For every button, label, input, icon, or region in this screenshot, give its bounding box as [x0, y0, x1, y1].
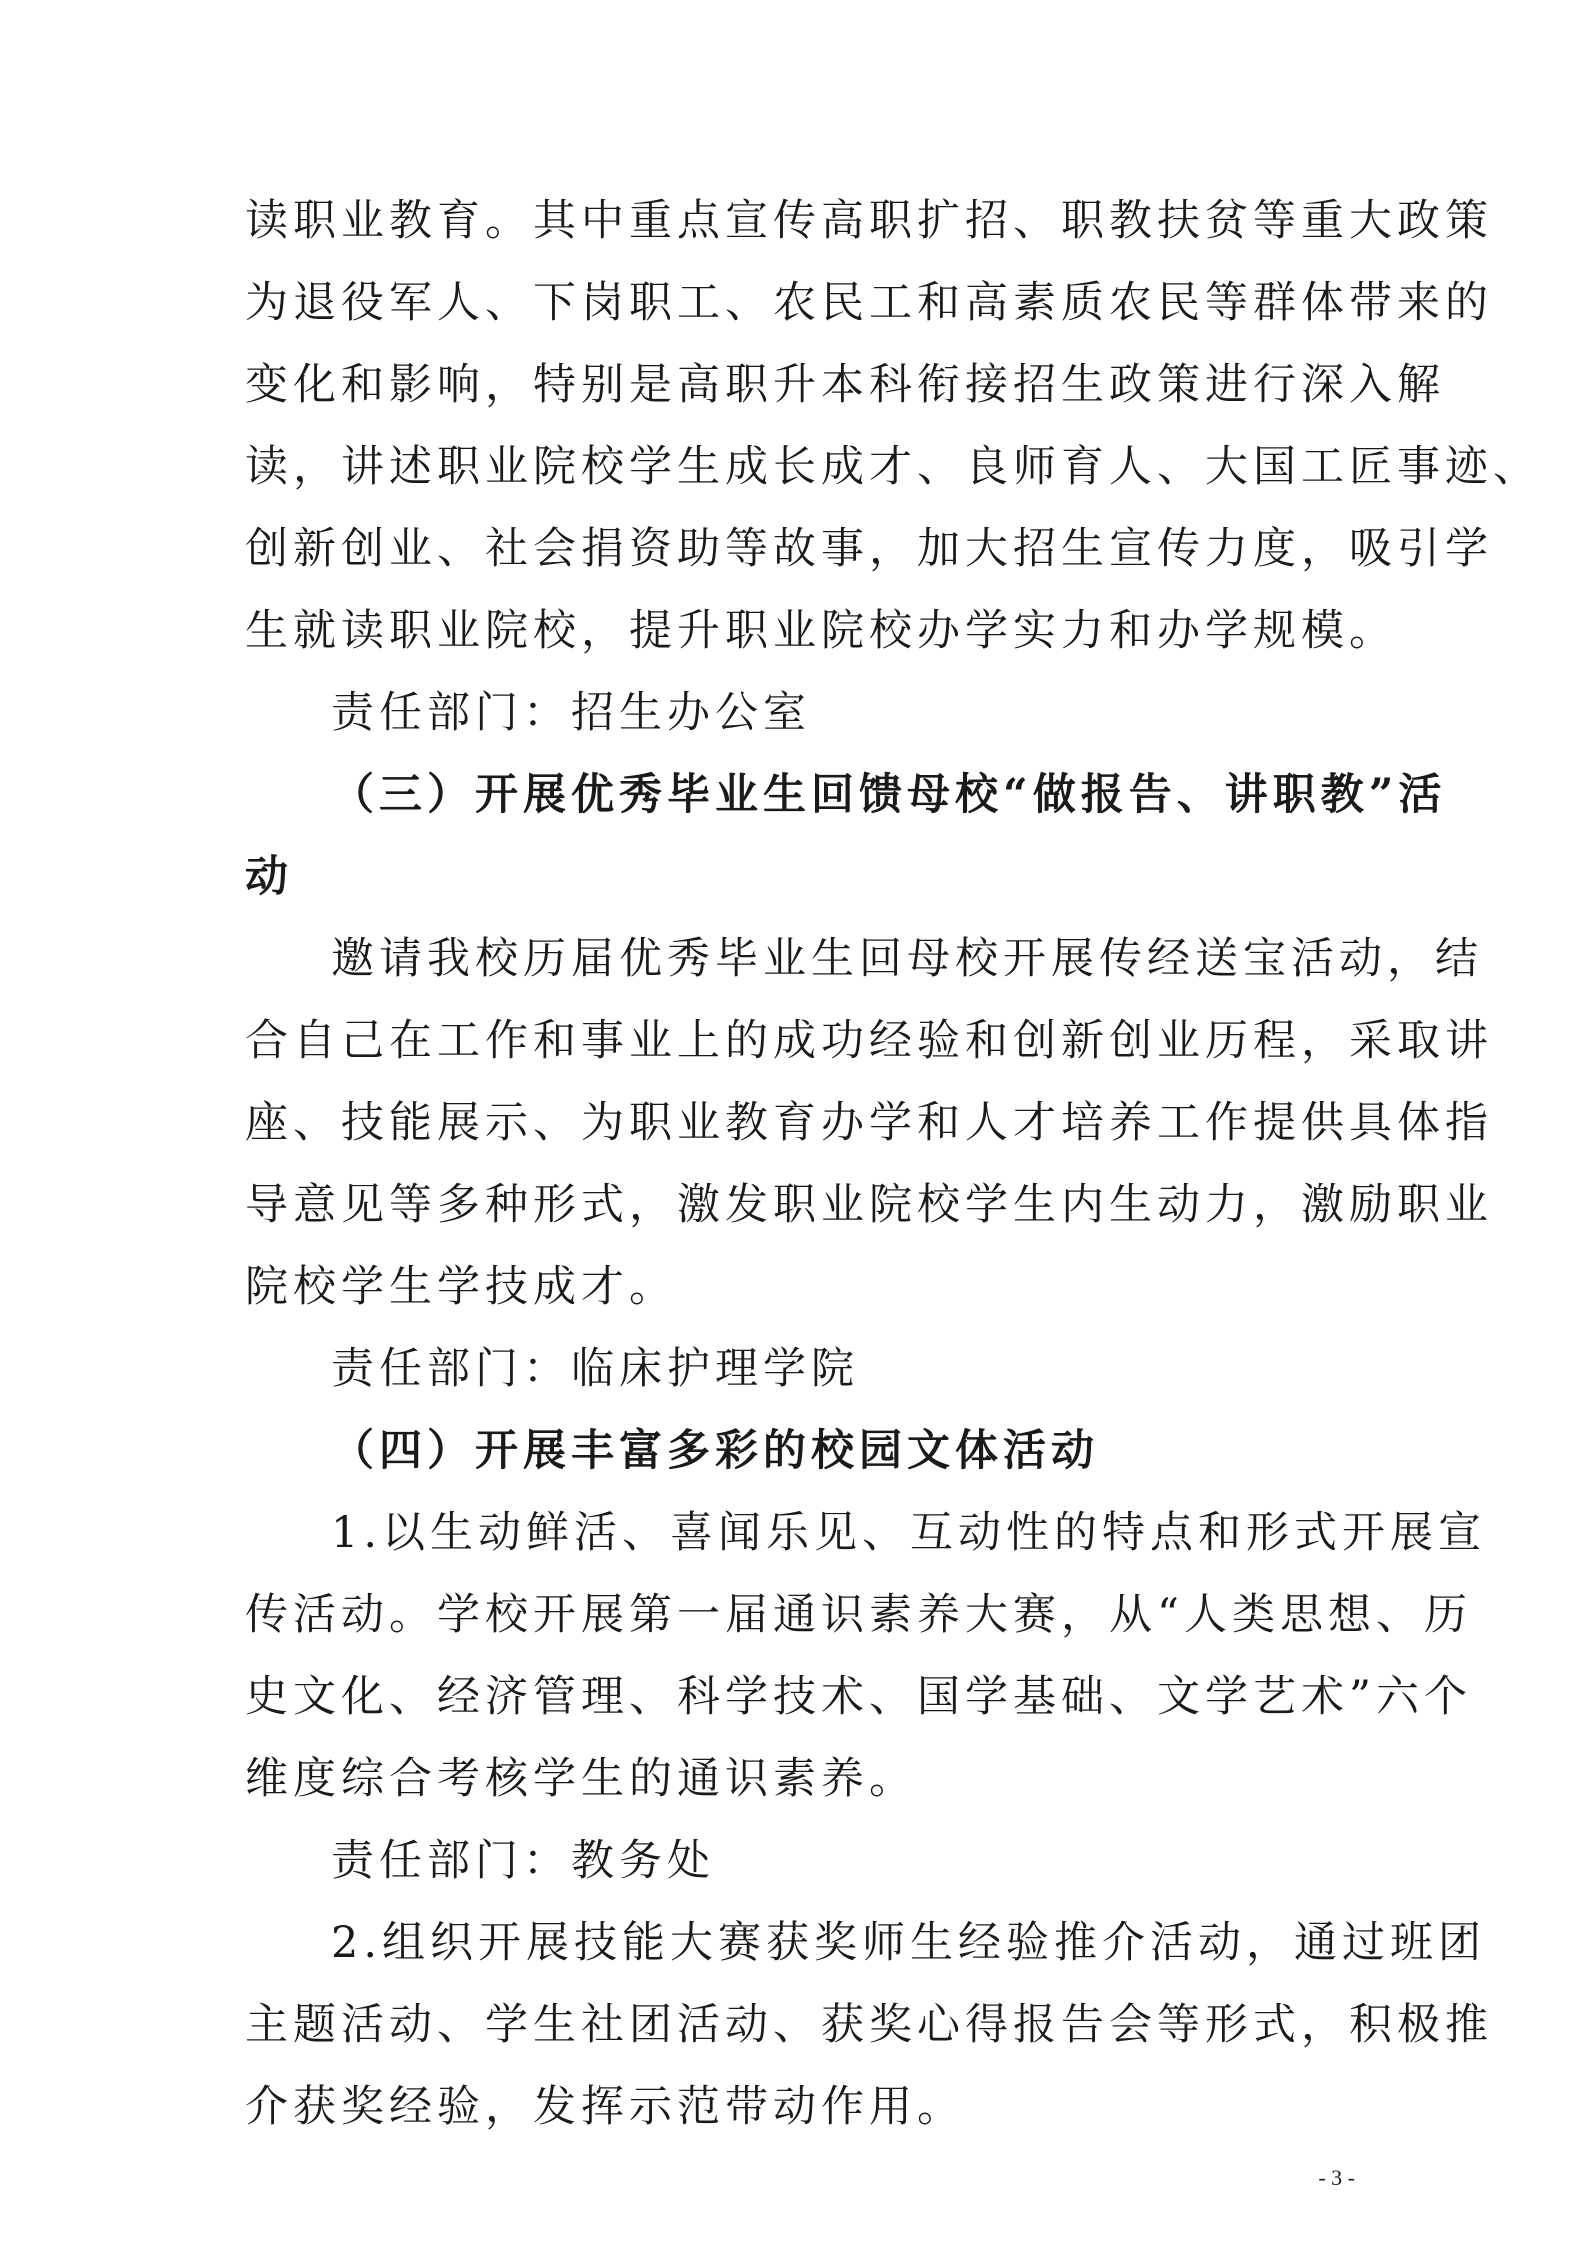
body-text-line: 主题活动、学生社团活动、获奖心得报告会等形式，积极推 — [245, 2000, 1493, 2050]
body-text-line: 读职业教育。其中重点宣传高职扩招、职教扶贫等重大政策 — [245, 196, 1493, 246]
responsible-department: 责任部门：教务处 — [331, 1836, 715, 1886]
body-text-line: 座、技能展示、为职业教育办学和人才培养工作提供具体指 — [245, 1098, 1493, 1148]
body-text-line: 史文化、经济管理、科学技术、国学基础、文学艺术”六个 — [245, 1672, 1472, 1722]
body-text-line: 院校学生学技成才。 — [245, 1262, 677, 1312]
section-heading: （三）开展优秀毕业生回馈母校“做报告、讲职教”活 — [331, 770, 1447, 820]
section-heading: （四）开展丰富多彩的校园文体活动 — [331, 1426, 1099, 1476]
body-text-line: 变化和影响，特别是高职升本科衔接招生政策进行深入解 — [245, 360, 1445, 410]
body-text-line: 导意见等多种形式，激发职业院校学生内生动力，激励职业 — [245, 1180, 1493, 1230]
responsible-department: 责任部门：招生办公室 — [331, 688, 811, 738]
body-text-line: 创新创业、社会捐资助等故事，加大招生宣传力度，吸引学 — [245, 524, 1493, 574]
responsible-department: 责任部门：临床护理学院 — [331, 1344, 859, 1394]
page-number: - 3 - — [1318, 2165, 1355, 2190]
body-text-line: 邀请我校历届优秀毕业生回母校开展传经送宝活动，结 — [331, 934, 1483, 984]
section-heading: 动 — [245, 852, 293, 902]
body-text-line: 为退役军人、下岗职工、农民工和高素质农民等群体带来的 — [245, 278, 1493, 328]
body-text-line: 2.组织开展技能大赛获奖师生经验推介活动，通过班团 — [331, 1918, 1487, 1968]
body-text-line: 传活动。学校开展第一届通识素养大赛，从“人类思想、历 — [245, 1590, 1472, 1640]
body-text-line: 合自己在工作和事业上的成功经验和创新创业历程，采取讲 — [245, 1016, 1493, 1066]
body-text-line: 介获奖经验，发挥示范带动作用。 — [245, 2082, 965, 2132]
body-text-line: 1.以生动鲜活、喜闻乐见、互动性的特点和形式开展宣 — [331, 1508, 1487, 1558]
body-text-line: 生就读职业院校，提升职业院校办学实力和办学规模。 — [245, 606, 1397, 656]
body-text-line: 维度综合考核学生的通识素养。 — [245, 1754, 917, 1804]
body-text-line: 读，讲述职业院校学生成长成才、良师育人、大国工匠事迹、 — [245, 442, 1541, 492]
